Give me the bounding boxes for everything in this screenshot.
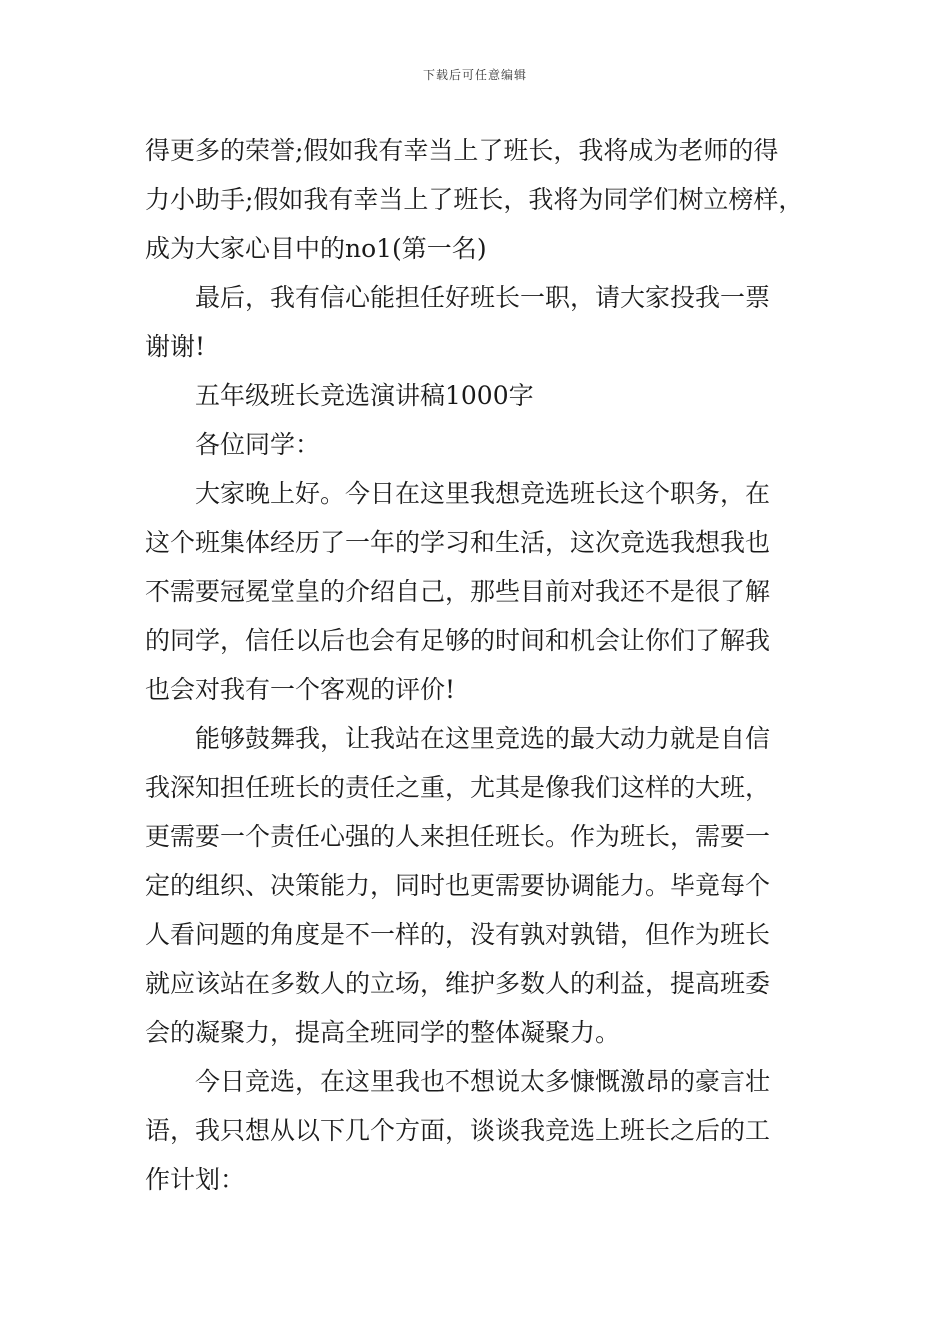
- text-line: 谢谢!: [145, 332, 206, 361]
- text-line: 语，我只想从以下几个方面，谈谈我竞选上班长之后的工: [145, 1116, 771, 1145]
- text-line: 成为大家心目中的no1(第一名): [145, 234, 487, 263]
- salutation: 各位同学：: [195, 430, 321, 459]
- text-line: 我深知担任班长的责任之重，尤其是像我们这样的大班，: [145, 773, 771, 802]
- text-line: 也会对我有一个客观的评价!: [145, 675, 456, 704]
- text-line: 最后，我有信心能担任好班长一职，请大家投我一票: [195, 283, 771, 312]
- text-line: 力小助手;假如我有幸当上了班长，我将为同学们树立榜样，: [145, 185, 804, 214]
- section-title: 五年级班长竞选演讲稿1000字: [195, 381, 534, 410]
- text-line: 定的组织、决策能力，同时也更需要协调能力。毕竟每个: [145, 871, 771, 900]
- text-line: 大家晚上好。今日在这里我想竞选班长这个职务，在: [195, 479, 771, 508]
- text-line: 得更多的荣誉;假如我有幸当上了班长，我将成为老师的得: [145, 136, 779, 165]
- page-header-note: 下载后可任意编辑: [422, 68, 527, 82]
- text-line: 能够鼓舞我，让我站在这里竞选的最大动力就是自信: [195, 724, 771, 753]
- text-line: 作计划：: [145, 1165, 246, 1194]
- document-body: [145, 126, 810, 1204]
- text-line: 的同学，信任以后也会有足够的时间和机会让你们了解我: [145, 626, 771, 655]
- text-line: 更需要一个责任心强的人来担任班长。作为班长，需要一: [145, 822, 771, 851]
- text-line: 就应该站在多数人的立场，维护多数人的利益，提高班委: [145, 969, 771, 998]
- text-line: 这个班集体经历了一年的学习和生活，这次竞选我想我也: [145, 528, 771, 557]
- text-line: 今日竞选，在这里我也不想说太多慷慨激昂的豪言壮: [195, 1067, 771, 1096]
- text-line: 不需要冠冕堂皇的介绍自己，那些目前对我还不是很了解: [145, 577, 771, 606]
- text-line: 会的凝聚力，提高全班同学的整体凝聚力。: [145, 1018, 621, 1047]
- text-line: 人看问题的角度是不一样的，没有孰对孰错，但作为班长: [145, 920, 771, 949]
